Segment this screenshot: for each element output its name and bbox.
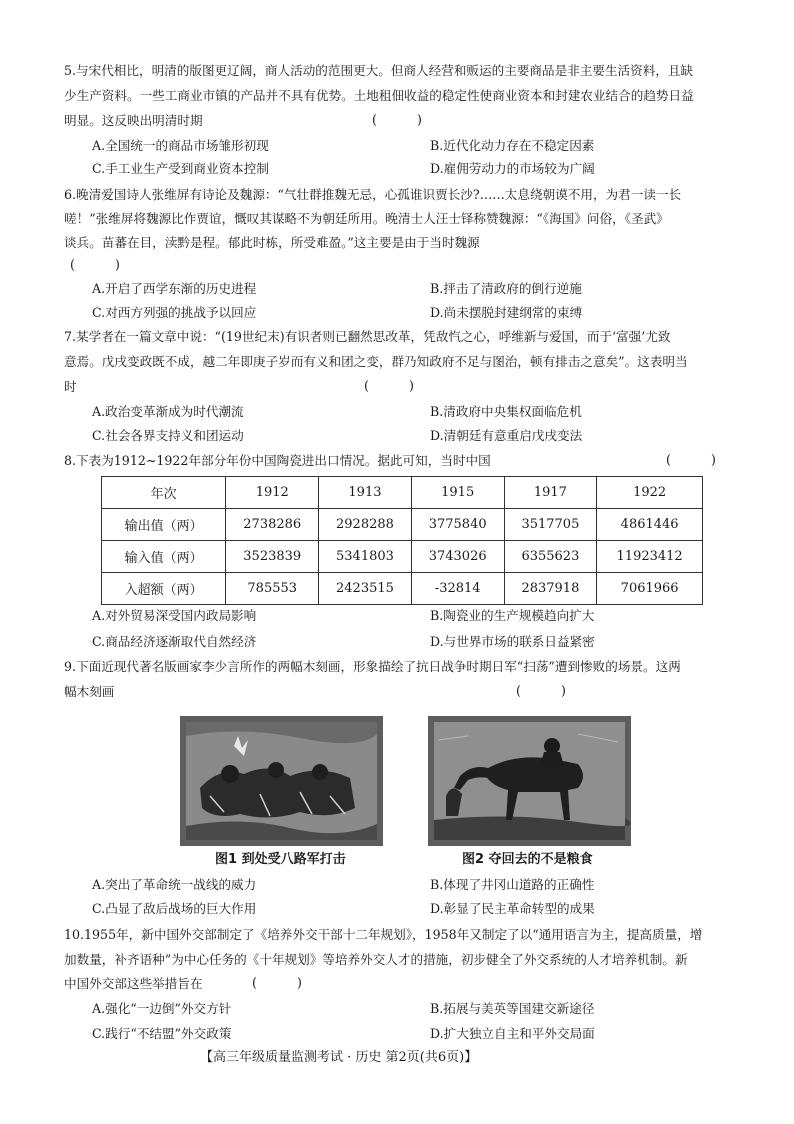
q6-line-1: 6.晚清爱国诗人张维屏有诗论及魏源：“气壮群推魏无忌，心孤谁识贾长沙?……太息绕朝谟不用，为君一读一长 <box>64 187 682 202</box>
table-cell: 3517705 <box>504 509 597 541</box>
q8-answer-paren[interactable]: ( ) <box>666 452 716 467</box>
q7-option-a[interactable]: A.政治变革渐成为时代潮流 <box>92 404 244 419</box>
table-cell: 1912 <box>226 477 319 509</box>
woodcut-horse-image <box>428 716 631 846</box>
table-cell: 3775840 <box>411 509 504 541</box>
woodcut-figure-2 <box>428 716 631 846</box>
table-cell: 7061966 <box>597 573 703 605</box>
q7-option-b[interactable]: B.清政府中央集权面临危机 <box>430 404 582 419</box>
q6-option-a[interactable]: A.开启了西学东渐的历史进程 <box>92 281 257 296</box>
q8-line-1: 8.下表为1912~1922年部分年份中国陶瓷进出口情况。据此可知，当时中国 <box>64 453 491 468</box>
table-cell: 2423515 <box>319 573 412 605</box>
woodcut-figure-1 <box>180 716 383 846</box>
q10-option-c[interactable]: C.践行“不结盟”外交政策 <box>92 1026 232 1041</box>
q7-option-d[interactable]: D.清朝廷有意重启戊戌变法 <box>430 428 583 443</box>
table-row <box>102 541 703 573</box>
table-cell: 5341803 <box>319 541 412 573</box>
q7-line-1: 7.某学者在一篇文章中说：“(19世纪末)有识者则已翻然思改革，凭敌忾之心，呼维新与爱国，而于‘富强’尤致 <box>64 329 671 344</box>
q6-line-2: 嗟！”张维屏将魏源比作贾谊，慨叹其谋略不为朝廷所用。晚清士人汪士铎称赞魏源：“《海国》问俗，《圣武》 <box>64 211 669 226</box>
table-cell: 3523839 <box>226 541 319 573</box>
table-cell: 6355623 <box>504 541 597 573</box>
q8-option-a[interactable]: A.对外贸易深受国内政局影响 <box>92 608 257 623</box>
table-header-row <box>102 477 703 509</box>
table-row-label: 入超额（两） <box>102 573 226 605</box>
q10-option-b[interactable]: B.拓展与美英等国建交新途径 <box>430 1001 595 1016</box>
q7-answer-paren[interactable]: ( ) <box>364 378 414 393</box>
q5-option-c[interactable]: C.手工业生产受到商业资本控制 <box>92 161 269 176</box>
table-row-label: 年次 <box>102 477 226 509</box>
q6-option-d[interactable]: D.尚未摆脱封建纲常的束缚 <box>430 305 583 320</box>
table-cell: 1915 <box>411 477 504 509</box>
table-cell: -32814 <box>411 573 504 605</box>
q6-option-c[interactable]: C.对西方列强的挑战予以回应 <box>92 305 257 320</box>
table-row <box>102 509 703 541</box>
q7-line-3: 时 <box>64 379 77 394</box>
q5-line-1: 5.与宋代相比，明清的版图更辽阔，商人活动的范围更大。但商人经营和贩运的主要商品是非主要生活资料，且缺 <box>64 63 694 78</box>
q5-option-d[interactable]: D.雇佣劳动力的市场较为广阔 <box>430 161 595 176</box>
table-row-label: 输入值（两） <box>102 541 226 573</box>
table-cell: 11923412 <box>597 541 703 573</box>
woodcut-soldiers-image <box>180 716 383 846</box>
table-cell: 1913 <box>319 477 412 509</box>
q6-line-3: 谈兵。苗蕃在目，渎黔是程。郁此时栋，所受难盈。”这主要是由于当时魏源 <box>64 235 480 250</box>
figure-2-caption: 图2 夺回去的不是粮食 <box>462 852 593 867</box>
q8-option-c[interactable]: C.商品经济逐渐取代自然经济 <box>92 634 257 649</box>
table-cell: 3743026 <box>411 541 504 573</box>
q5-option-a[interactable]: A.全国统一的商品市场雏形初现 <box>92 138 269 153</box>
q5-line-3: 明显。这反映出明清时期 <box>64 113 203 128</box>
q10-line-3: 中国外交部这些举措旨在 <box>64 976 203 991</box>
table-cell: 4861446 <box>597 509 703 541</box>
q8-option-d[interactable]: D.与世界市场的联系日益紧密 <box>430 634 595 649</box>
table-cell: 2928288 <box>319 509 412 541</box>
q9-answer-paren[interactable]: ( ) <box>516 683 566 698</box>
q7-option-c[interactable]: C.社会各界支持义和团运动 <box>92 428 244 443</box>
q8-option-b[interactable]: B.陶瓷业的生产规模趋向扩大 <box>430 608 595 623</box>
q9-option-b[interactable]: B.体现了井冈山道路的正确性 <box>430 877 595 892</box>
q9-option-a[interactable]: A.突出了革命统一战线的威力 <box>92 877 257 892</box>
q9-line-2: 幅木刻画 <box>64 684 115 699</box>
q5-option-b[interactable]: B.近代化动力存在不稳定因素 <box>430 138 595 153</box>
table-cell: 2837918 <box>504 573 597 605</box>
ceramics-trade-table <box>101 476 703 605</box>
q10-option-a[interactable]: A.强化“一边倒”外交方针 <box>92 1001 232 1016</box>
q6-option-b[interactable]: B.抨击了清政府的倒行逆施 <box>430 281 582 296</box>
q9-option-d[interactable]: D.彰显了民主革命转型的成果 <box>430 901 595 916</box>
table-cell: 1922 <box>597 477 703 509</box>
page-footer: 【高三年级质量监测考试 · 历史 第2页(共6页)】 <box>200 1050 478 1065</box>
q10-line-2: 加数量，补齐语种”为中心任务的《十年规划》等培养外交人才的措施，初步健全了外交系统的人才培养机制。新 <box>64 952 688 967</box>
q5-line-2: 少生产资料。一些工商业市镇的产品并不具有优势。土地租佃收益的稳定性使商业资本和封建农业结合的趋势日益 <box>64 88 694 103</box>
q10-answer-paren[interactable]: ( ) <box>252 975 302 990</box>
q10-line-1: 10.1955年，新中国外交部制定了《培养外交干部十二年规划》，1958年又制定了以“通用语言为主，提高质量，增 <box>64 927 703 942</box>
table-row <box>102 573 703 605</box>
table-cell: 785553 <box>226 573 319 605</box>
q5-answer-paren[interactable]: ( ) <box>372 112 422 127</box>
q9-option-c[interactable]: C.凸显了敌后战场的巨大作用 <box>92 901 257 916</box>
table-cell: 1917 <box>504 477 597 509</box>
figure-1-caption: 图1 到处受八路军打击 <box>215 852 346 867</box>
q7-line-2: 意焉。戊戌变政既不成，越二年即庚子岁而有义和团之变，群乃知政府不足与图治，顿有排击之意矣”。这表明当 <box>64 354 688 369</box>
q10-option-d[interactable]: D.扩大独立自主和平外交局面 <box>430 1026 595 1041</box>
q6-answer-paren[interactable]: ( ) <box>70 257 120 272</box>
q9-line-1: 9.下面近现代著名版画家李少言所作的两幅木刻画，形象描绘了抗日战争时期日军“扫荡”遭到惨败的场景。这两 <box>64 659 681 674</box>
table-cell: 2738286 <box>226 509 319 541</box>
table-row-label: 输出值（两） <box>102 509 226 541</box>
